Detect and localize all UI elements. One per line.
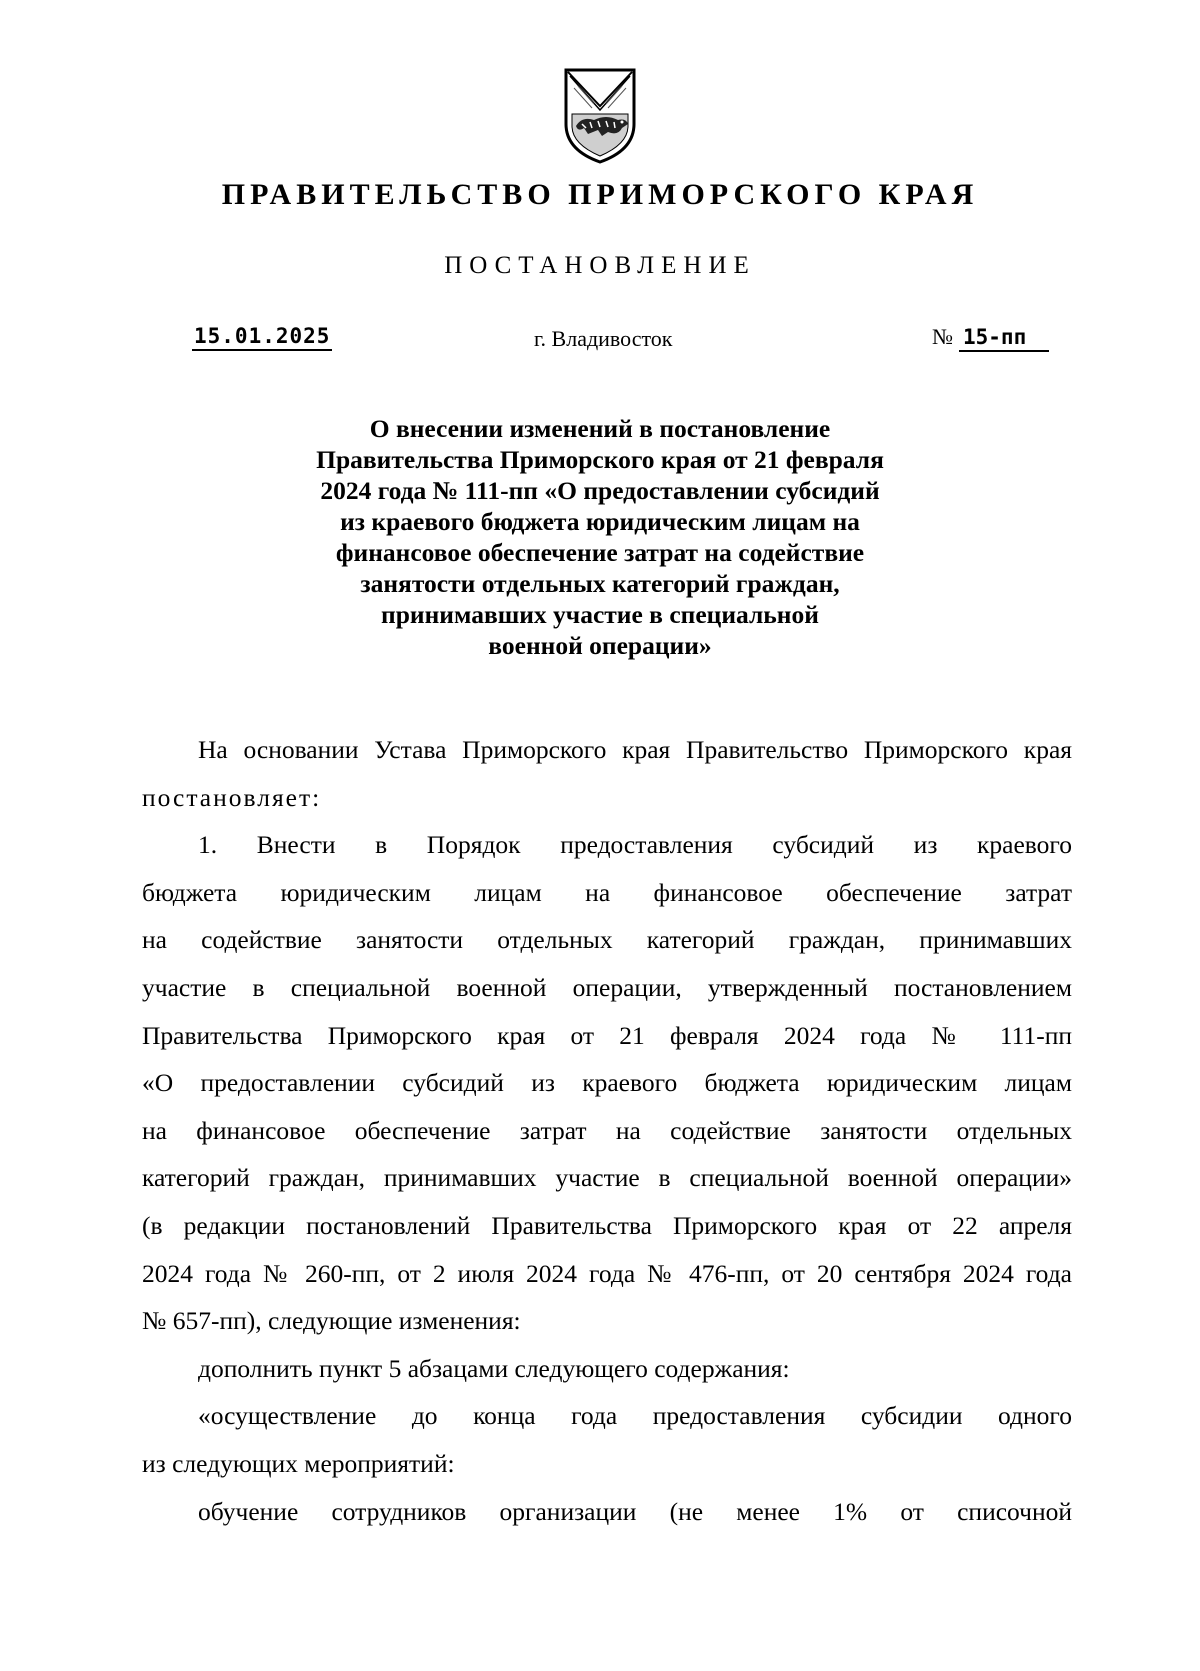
body-line: на содействие занятости отдельных категорий граждан, принимавших <box>142 925 1072 955</box>
body-line: бюджета юридическим лицам на финансовое обеспечение затрат <box>142 877 1072 907</box>
title-line: занятости отдельных категорий граждан, <box>360 569 840 598</box>
body-line: постановляет: <box>142 782 322 812</box>
body-line: 2024 года № 260-пп, от 2 июля 2024 года № 476-пп, от 20 сентября 2024 года <box>142 1258 1072 1288</box>
document-city: г. Владивосток <box>534 326 673 351</box>
government-name: ПРАВИТЕЛЬСТВО ПРИМОРСКОГО КРАЯ <box>221 178 979 211</box>
body-line: (в редакции постановлений Правительства Приморского края от 22 апреля <box>142 1210 1072 1240</box>
body-line: дополнить пункт 5 абзацами следующего содержания: <box>198 1353 790 1383</box>
body-line: обучение сотрудников организации (не менее 1% от списочной <box>198 1496 1072 1526</box>
title-line: военной операции» <box>488 631 712 660</box>
document-number <box>932 324 1049 352</box>
title-line: 2024 года № 111-пп «О предоставлении субсидий <box>320 476 880 505</box>
body-line: на финансовое обеспечение затрат на содействие занятости отдельных <box>142 1115 1072 1145</box>
number-value: 15-пп <box>959 325 1049 352</box>
document-type: ПОСТАНОВЛЕНИЕ <box>444 252 756 279</box>
body-line: из следующих мероприятий: <box>142 1448 455 1478</box>
body-line: «осуществление до конца года предоставления субсидии одного <box>198 1401 1072 1431</box>
document-title <box>230 413 970 661</box>
body-line: На основании Устава Приморского края Правительство Приморского края <box>198 735 1072 764</box>
title-line: из краевого бюджета юридическим лицам на <box>340 507 860 536</box>
body-line: категорий граждан, принимавших участие в специальной военной операции» <box>142 1163 1072 1193</box>
body-line: Правительства Приморского края от 21 февраля 2024 года № 111-пп <box>142 1020 1072 1050</box>
title-line: финансовое обеспечение затрат на содействие <box>335 538 865 567</box>
body-line: № 657-пп), следующие изменения: <box>142 1306 521 1336</box>
title-line: Правительства Приморского края от 21 февраля <box>316 445 884 474</box>
number-sign: № <box>932 324 953 349</box>
body-line: «О предоставлении субсидий из краевого бюджета юридическим лицам <box>142 1068 1072 1098</box>
title-line: принимавших участие в специальной <box>381 600 819 629</box>
document-body <box>142 726 1072 1535</box>
body-line: участие в специальной военной операции, утвержденный постановлением <box>142 972 1072 1002</box>
body-line: 1. Внести в Порядок предоставления субсидий из краевого <box>198 830 1072 860</box>
title-line: О внесении изменений в постановление <box>369 414 831 443</box>
primorye-coat-of-arms-icon <box>562 66 638 166</box>
document-date: 15.01.2025 <box>192 324 332 351</box>
